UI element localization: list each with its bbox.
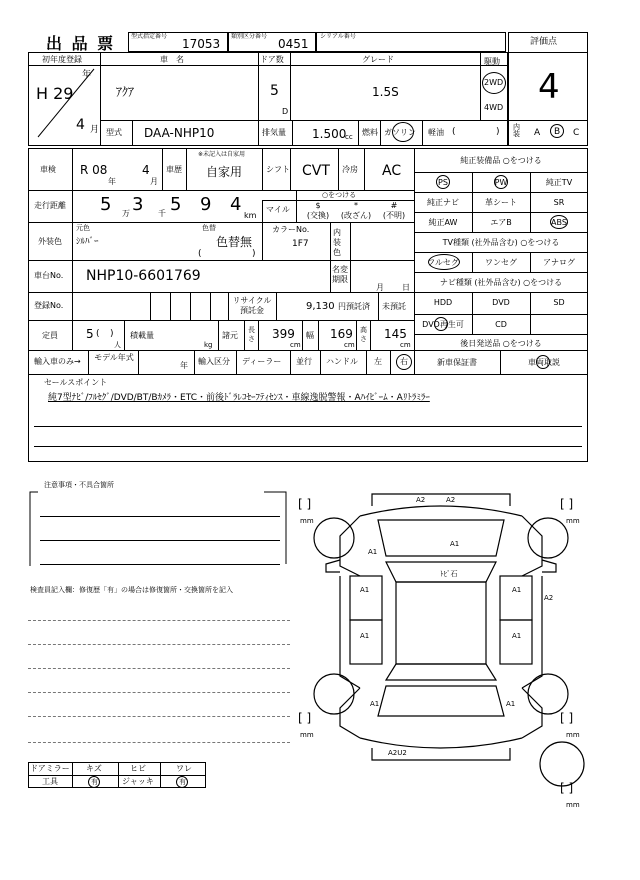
sales-point-text: 純7型ﾅﾋﾞ/ﾌﾙｾｸﾞ/DVD/BT/Bｶﾒﾗ・ETC・前後ﾄﾞﾗﾚｺｾｰﾌﾃｨｾﾝｽ・車線逸脱警報・Aﾊｲﾋﾞｰﾑ・Aﾘﾄﾗﾐﾗｰ (48, 393, 430, 403)
recycle-amount: 9,130 (306, 301, 335, 312)
color-label: 外装色 (38, 237, 62, 246)
mark-a1-r1: A1 (512, 586, 522, 594)
tv-analog: アナログ (543, 258, 575, 267)
equip-sr: SR (553, 198, 565, 207)
load-label: 積載量 (130, 331, 154, 340)
mark-unknown-sym: # (390, 201, 398, 210)
mark-a1-hood: A1 (450, 540, 460, 548)
model-cert-no: 17053 (182, 37, 221, 51)
fuel-light-oil: 軽油 (428, 128, 444, 137)
displacement-label: 排気量 (262, 128, 286, 137)
serial-label: シリアル番号 (320, 33, 356, 40)
category-no: 0451 (278, 37, 309, 51)
mileage-digit: 5 (170, 194, 182, 215)
legend-ware: ワレ (176, 764, 192, 773)
category-label: 類別区分番号 (231, 33, 268, 40)
mark-a1-r2: A1 (512, 632, 522, 640)
repaint-paren-close: ) (252, 249, 256, 259)
mileage-digit: 9 (200, 194, 212, 215)
interior-b: B (554, 127, 561, 137)
interior-label: 内装 (513, 123, 520, 138)
original-color-label: 元色 (76, 224, 90, 232)
legend-jack: ジャッキ (122, 777, 154, 786)
width-label: 幅 (306, 331, 314, 340)
mark-a2-right: A2 (544, 594, 554, 602)
inspection-month: 4 (142, 163, 150, 177)
history-value: 自家用 (206, 165, 243, 179)
inspection-label: 車検 (40, 165, 56, 174)
mileage-digit: 5 (100, 194, 112, 215)
score-label: 評価点 (530, 37, 558, 47)
equip-genuine-tv: 純正TV (545, 178, 573, 187)
document-title: 出 品 票 (46, 34, 116, 53)
model-cert-label: 型式指定番号 (131, 33, 168, 40)
inspection-month-unit: 月 (150, 177, 158, 186)
bracket-fl: [ ] (298, 497, 312, 511)
legend-mirror: ドアミラー (30, 764, 70, 773)
interior-a: A (534, 128, 541, 138)
navi-sd: SD (553, 298, 565, 307)
mileage-digits (90, 194, 250, 220)
color-no: 1F7 (292, 239, 309, 249)
drive-2wd: 2WD (484, 78, 504, 87)
height-unit: cm (400, 341, 411, 349)
first-reg-label: 初年度登録 (42, 55, 82, 64)
fuel-paren-close: ) (496, 127, 500, 137)
mileage-digit: 4 (230, 194, 242, 215)
length-unit: cm (290, 341, 301, 349)
capacity-value: 5 (86, 327, 94, 341)
equip-genuine-aw: 純正AW (428, 218, 458, 227)
repaint-value: 色替無 (216, 235, 253, 249)
mileage-digit: 3 (132, 194, 144, 215)
mileage-circle-note: ○をつける (322, 191, 357, 199)
fuel-label: 燃料 (362, 128, 378, 137)
docs-warranty: 新車保証書 (437, 358, 477, 367)
mileage-label: 走行距離 (34, 201, 66, 210)
legend-tools-have: 有 (91, 778, 98, 786)
fuel-paren-open: ( (452, 127, 456, 137)
tv-oneseg: ワンセグ (485, 258, 517, 267)
navi-dvd-play: DVD再生可 (422, 320, 464, 329)
car-diagram (300, 476, 590, 816)
interior-color-label: 内装色 (333, 228, 341, 257)
equip-pw: PW (494, 178, 508, 187)
width-unit: cm (344, 341, 355, 349)
mark-a1-fl: A1 (368, 548, 378, 556)
navi-cd: CD (495, 320, 507, 329)
length-value: 399 (272, 327, 295, 341)
import-label: 輸入車のみ→ (34, 357, 81, 366)
mark-a1-rl: A1 (370, 700, 380, 708)
bracket-rl: [ ] (298, 711, 312, 725)
capacity-unit: 人 (114, 341, 121, 349)
legend-jack-have: 有 (179, 778, 186, 786)
legend-tools: 工具 (42, 777, 58, 786)
doors-label: ドア数 (260, 55, 284, 64)
mark-unknown: (不明) (382, 211, 406, 220)
tv-type-label: TV種類 (社外品含む) ○をつける (442, 238, 560, 247)
repaint-label: 色替 (202, 224, 216, 232)
width-value: 169 (330, 327, 353, 341)
import-cat-label: 輸入区分 (198, 357, 230, 366)
mm-spare: mm (566, 801, 580, 809)
drive-4wd: 4WD (484, 103, 504, 112)
mark-a1-l1: A1 (360, 586, 370, 594)
recycle-label: リサイクル預託金 (232, 296, 272, 315)
name-change-day: 日 (402, 283, 410, 292)
original-color: ｼﾙﾊﾞｰ (76, 237, 99, 247)
bracket-fr: [ ] (560, 497, 574, 511)
displacement-value: 1.500 (312, 127, 347, 141)
mm-fl: mm (300, 517, 314, 525)
docs-manual: 車両取説 (528, 358, 560, 367)
mm-rl: mm (300, 731, 314, 739)
cooling-label: 冷房 (342, 165, 358, 174)
handle-label: ハンドル (326, 357, 358, 366)
length-label: 長さ (248, 326, 255, 343)
mark-altered: (改ざん) (340, 211, 372, 220)
mark-a2-front-2: A2 (446, 496, 456, 504)
score-value: 4 (538, 67, 560, 107)
legend-kizu: キズ (86, 764, 102, 773)
mileage-km: km (244, 211, 257, 220)
drive-label: 駆動 (484, 57, 500, 66)
chassis-label: 車台No. (34, 271, 64, 280)
capacity-label: 定員 (42, 331, 58, 340)
bracket-rr: [ ] (560, 711, 574, 725)
mark-exchange-sym: $ (315, 201, 321, 210)
first-reg-month-unit: 月 (90, 125, 100, 135)
notes-bracket (28, 486, 290, 570)
capacity-paren-open: ( (96, 329, 100, 339)
mark-exchange: (交換) (306, 211, 330, 220)
mark-altered-sym: * (354, 201, 358, 210)
name-change-month: 月 (376, 283, 384, 292)
car-name-value: ｱｸｱ (116, 85, 135, 99)
parallel-option: 並行 (296, 357, 312, 366)
notes-label: 注意事項・不具合箇所 (44, 481, 114, 489)
history-note: ※未記入は自家用 (198, 151, 246, 158)
genuine-equipment-label: 純正装備品 ○をつける (460, 156, 542, 165)
displacement-unit: cc (345, 133, 353, 141)
capacity-paren-close: ) (110, 329, 114, 339)
legend-hibi: ヒビ (130, 764, 146, 773)
doors-value: 5 (270, 83, 279, 99)
sales-point-label: セールスポイント (44, 378, 108, 387)
inspection-year: R 08 (80, 163, 108, 177)
equip-leather: 革シート (485, 198, 517, 207)
navi-type-label: ナビ種類 (社外品含む) ○をつける (439, 278, 563, 287)
navi-dvd: DVD (492, 298, 510, 307)
shift-value: CVT (302, 163, 330, 179)
mileage-sen: 千 (158, 209, 166, 218)
recycle-unit: 円預託済 (338, 302, 370, 311)
fuel-gasoline: ガソリン (384, 128, 416, 137)
mark-a1-rr: A1 (506, 700, 516, 708)
grade-value: 1.5S (372, 85, 399, 99)
model-year-unit: 年 (180, 361, 188, 370)
mark-a2-front-1: A2 (416, 496, 426, 504)
load-unit: kg (204, 341, 213, 349)
height-value: 145 (384, 327, 407, 341)
first-reg-year-unit: 年 (82, 70, 92, 80)
equip-airbag: エアB (490, 218, 512, 227)
height-label: 高さ (360, 326, 367, 343)
inspector-label: 検査員記入欄：修復歴「有」の場合は修復箇所・交換箇所を記入 (30, 586, 233, 594)
inspection-year-unit: 年 (108, 177, 116, 186)
docs-label: 後日発送品 ○をつける (460, 339, 542, 348)
chassis-no: NHP10-6601769 (86, 268, 201, 284)
handle-right: 右 (400, 357, 408, 366)
door-type: D (282, 107, 289, 116)
repaint-paren-open: ( (198, 249, 202, 259)
dimension-label: 諸元 (222, 331, 238, 340)
tv-fullseg: フルセグ (427, 258, 459, 267)
mark-a2u2: A2U2 (388, 749, 407, 757)
equip-ps: PS (438, 178, 448, 187)
bracket-spare: [ ] (560, 781, 574, 795)
first-reg-era: H 29 (36, 84, 74, 103)
mile-label: マイル (266, 205, 290, 214)
mark-tobi: ﾄﾋﾞ石 (440, 570, 458, 578)
type-value: DAA-NHP10 (144, 126, 215, 140)
mark-a1-l2: A1 (360, 632, 370, 640)
first-reg-month: 4 (76, 117, 85, 133)
navi-hdd: HDD (433, 298, 453, 307)
not-deposited: 未預託 (382, 302, 406, 311)
mm-fr: mm (566, 517, 580, 525)
interior-c: C (573, 128, 580, 138)
handle-left: 左 (374, 357, 382, 366)
mm-rr: mm (566, 731, 580, 739)
color-no-label: カラーNo. (272, 225, 310, 234)
equip-genuine-navi: 純正ナビ (427, 198, 459, 207)
equip-abs: ABS (551, 218, 567, 227)
grade-label: グレード (362, 55, 394, 64)
reg-no-label: 登録No. (34, 301, 64, 310)
type-label: 型式 (106, 128, 122, 137)
cooling-value: AC (382, 163, 402, 179)
dealer-option: ディーラー (242, 357, 282, 366)
model-year-label: モデル年式 (94, 353, 134, 362)
history-label: 車歴 (166, 165, 182, 174)
name-change-label: 名変期限 (332, 265, 348, 284)
mileage-man: 万 (122, 209, 130, 218)
shift-label: シフト (266, 165, 290, 174)
car-name-label: 車 名 (160, 55, 184, 64)
